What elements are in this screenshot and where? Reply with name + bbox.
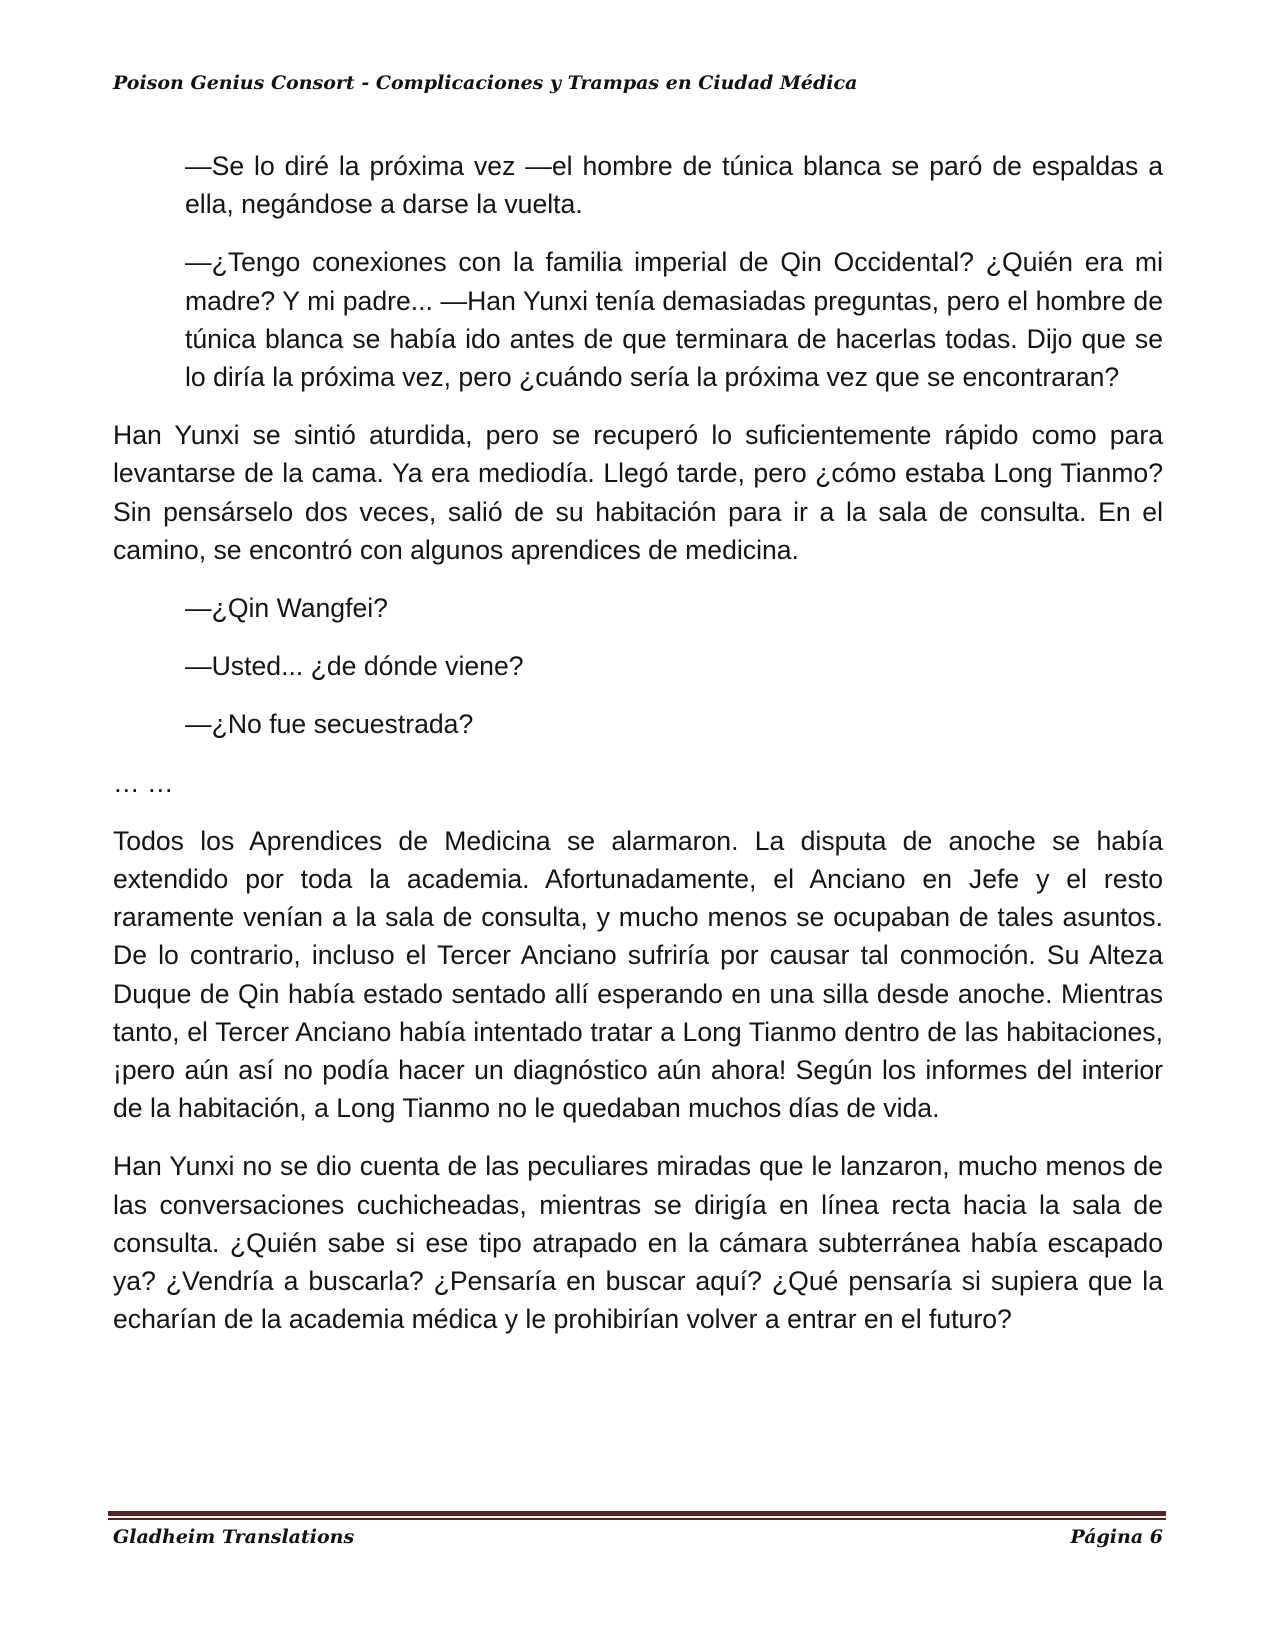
page-number: Página 6 [1070,1526,1163,1548]
narrative-paragraph: Todos los Aprendices de Medicina se alarmaron. La disputa de anoche se había extendido por toda la academia. Afortunadamente, el Anciano en Jefe y el resto raramente venían a la sala de consulta, y mucho menos se ocupaban de tales asuntos. De lo contrario, incluso el Tercer Anciano sufriría por causar tal conmoción. Su Alteza Duque de Qin había estado sentado allí esperando en una silla desde anoche. Mientras tanto, el Tercer Anciano había intentado tratar a Long Tianmo dentro de las habitaciones, ¡pero aún así no podía hacer un diagnóstico aún ahora! Según los informes del interior de la habitación, a Long Tianmo no le quedaban muchos días de vida. [113,825,1163,1124]
dialogue-paragraph: —Usted... ¿de dónde viene? [185,651,524,682]
body-text [113,147,1163,1358]
narrative-paragraph: Han Yunxi se sintió aturdida, pero se recuperó lo suficientemente rápido como para levantarse de la cama. Ya era mediodía. Llegó tarde, pero ¿cómo estaba Long Tianmo? Sin pensárselo dos veces, salió de su habitación para ir a la sala de consulta. En el camino, se encontró con algunos aprendices de medicina. [113,420,1163,565]
footer-credit: Gladheim Translations [113,1526,355,1548]
ellipsis-separator: … … [113,767,174,798]
footer-divider [108,1511,1166,1520]
narrative-paragraph: Han Yunxi no se dio cuenta de las peculiares miradas que le lanzaron, mucho menos de las conversaciones cuchicheadas, mientras se dirigía en línea recta hacia la sala de consulta. ¿Quién sabe si ese tipo atrapado en la cámara subterránea había escapado ya? ¿Vendría a buscarla? ¿Pensaría en buscar aquí? ¿Qué pensaría si supiera que la echarían de la academia médica y le prohibirían volver a entrar en el futuro? [113,1151,1163,1335]
dialogue-paragraph: —¿No fue secuestrada? [185,709,474,740]
running-header: Poison Genius Consort - Complicaciones y Trampas en Ciudad Médica [113,72,858,94]
dialogue-paragraph: —¿Qin Wangfei? [185,593,388,624]
dialogue-paragraph: —Se lo diré la próxima vez —el hombre de túnica blanca se paró de espaldas a ella, negándose a darse la vuelta. [185,151,1163,220]
dialogue-paragraph: —¿Tengo conexiones con la familia imperial de Qin Occidental? ¿Quién era mi madre? Y mi padre... —Han Yunxi tenía demasiadas preguntas, pero el hombre de túnica blanca se había ido antes de que terminara de hacerlas todas. Dijo que se lo diría la próxima vez, pero ¿cuándo sería la próxima vez que se encontraran? [185,247,1163,393]
